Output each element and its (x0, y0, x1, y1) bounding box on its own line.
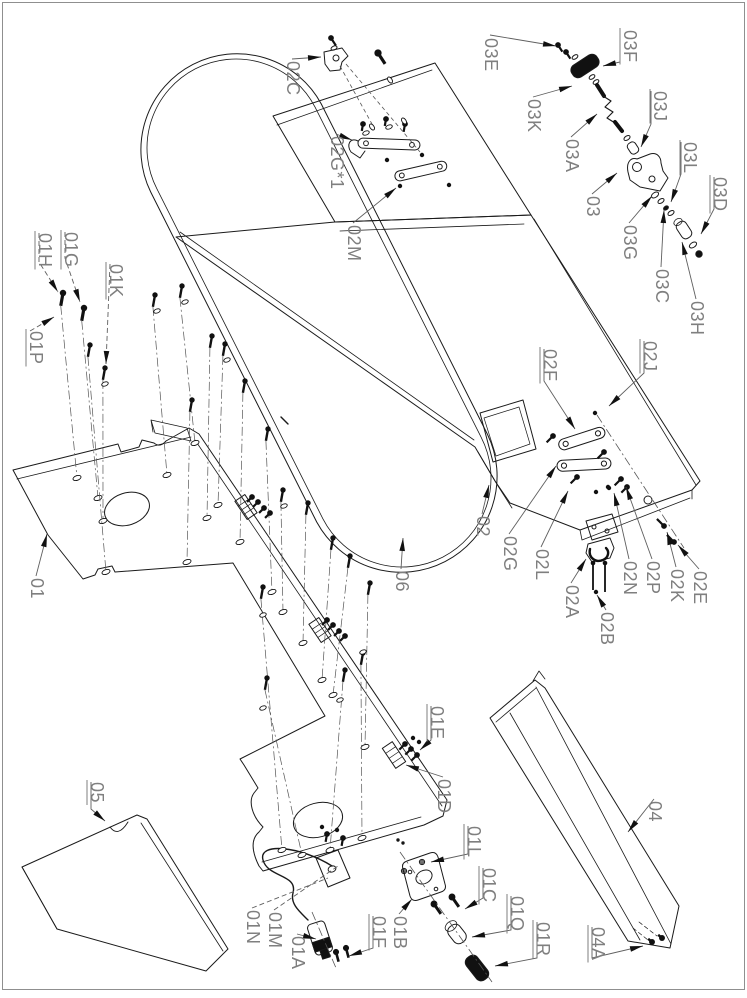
part-label-02J: 02J (640, 341, 660, 372)
part-label-03: 03 (583, 196, 603, 218)
part-label-03G: 03G (620, 225, 640, 261)
part-label-04A: 04A (588, 927, 608, 961)
part-label-01Q: 01Q (507, 896, 527, 932)
part-label-02L: 02L (532, 549, 552, 581)
part-label-01M: 01M (265, 912, 285, 949)
part-label-03J: 03J (650, 91, 670, 122)
part-label-05: 05 (87, 782, 107, 804)
pin-icon (593, 411, 597, 415)
pin-icon (447, 183, 451, 187)
part-label-01L: 01L (464, 826, 484, 858)
part-label-01C: 01C (479, 868, 499, 903)
part-label-04: 04 (645, 801, 665, 823)
part-label-02E: 02E (690, 571, 710, 605)
part-label-02A: 02A (562, 585, 582, 619)
pin-icon (411, 736, 415, 740)
part-label-03C: 03C (652, 269, 672, 304)
part-label-02M: 02M (344, 225, 364, 262)
pin-icon (606, 485, 610, 489)
part-label-02B: 02B (597, 612, 617, 646)
part-label-06: 06 (392, 571, 412, 593)
part-label-01B: 01B (390, 916, 410, 950)
part-label-01E: 01E (427, 706, 447, 740)
part-label-01A: 01A (288, 936, 308, 970)
part-label-02K: 02K (667, 569, 687, 603)
part-label-02G1: 02G*1 (327, 136, 347, 190)
part-label-02N: 02N (620, 561, 640, 596)
part-label-01P: 01P (26, 331, 46, 365)
part-label-01: 01 (27, 578, 47, 600)
part-label-02: 02 (473, 516, 493, 538)
pin-icon (417, 740, 421, 744)
part-label-03F: 03F (620, 30, 640, 63)
pin-icon (398, 184, 402, 188)
part-label-02G: 02G (500, 536, 520, 572)
part-label-03D: 03D (710, 177, 730, 212)
part-label-01N: 01N (243, 910, 263, 945)
part-label-03E: 03E (481, 38, 501, 72)
pin-icon (320, 825, 324, 829)
part-label-03H: 03H (687, 301, 707, 336)
part-label-03L: 03L (680, 142, 700, 174)
part-label-01K: 01K (106, 264, 126, 298)
pin-icon (594, 490, 598, 494)
part-label-01F: 01F (369, 916, 389, 949)
part-label-01G: 01G (61, 232, 81, 268)
part-label-03A: 03A (562, 139, 582, 173)
part-label-02F: 02F (540, 349, 560, 382)
part-label-01D: 01D (434, 779, 454, 814)
pin-icon (420, 153, 424, 157)
part-label-01R: 01R (533, 922, 553, 957)
part-label-02P: 02P (643, 561, 663, 595)
part-label-03K: 03K (524, 99, 544, 133)
pin-icon (335, 828, 339, 832)
pin-icon (385, 158, 389, 162)
pin-icon (594, 590, 598, 594)
part-label-02C: 02C (283, 61, 303, 96)
part-label-01H: 01H (35, 233, 55, 268)
